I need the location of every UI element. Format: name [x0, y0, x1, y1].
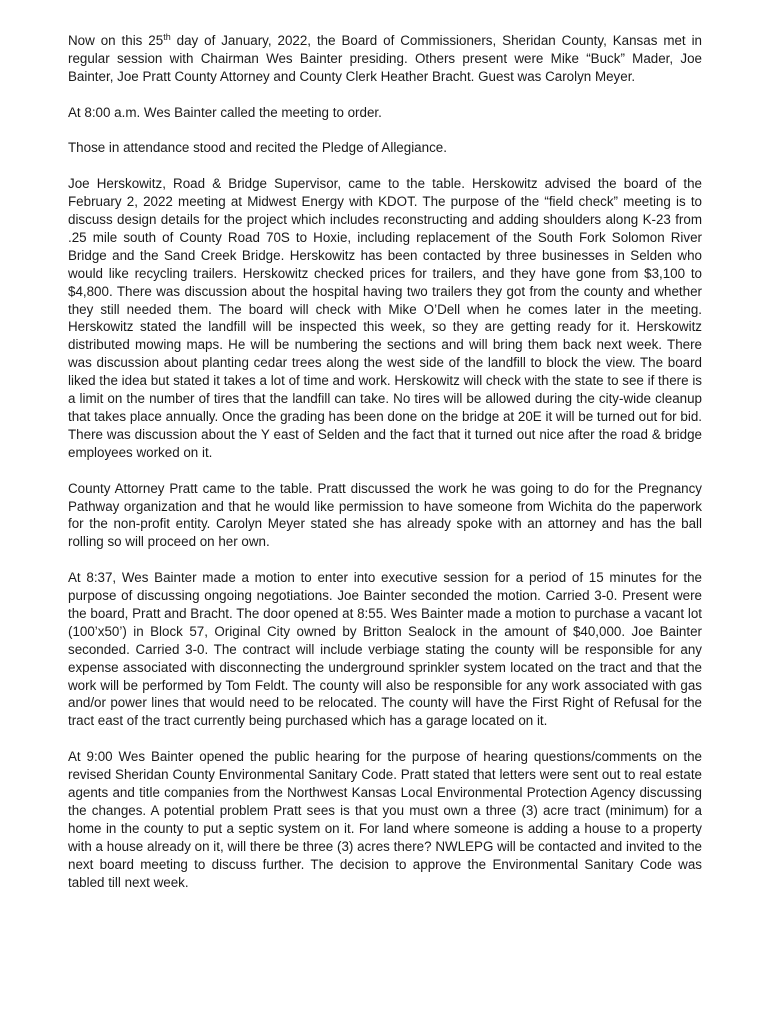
road-bridge-paragraph: Joe Herskowitz, Road & Bridge Supervisor, came to the table. Herskowitz advised the board of the February 2, 2022 meeting at Midwest Energy with KDOT. The purpose of the “field check” meeting is to discuss design details for the project which includes reconstructing and adding shoulders along K-23 from .25 mile south of County Road 70S to Hoxie, including replacement of the South Fork Solomon River Bridge and the Sand Creek Bridge. Herskowitz has been contacted by three businesses in Selden who would like recycling trailers. Herskowitz checked prices for trailers, and they have gone from $3,100 to $4,800. There was discussion about the hospital having two trailers they got from the county and whether they still needed them. The board will check with Mike O’Dell when he comes later in the meeting. Herskowitz stated the landfill will be inspected this week, so they are getting ready for it. Herskowitz distributed mowing maps. He will be numbering the sections and will bring them back next week. There was discussion about planting cedar trees along the west side of the landfill to block the view. The board liked the idea but stated it takes a lot of time and work. Herskowitz will check with the state to see if there is a limit on the number of tires that the landfill can take. No tires will be allowed during the city-wide cleanup that takes place annually. Once the grading has been done on the bridge at 20E it will be turned out for bid. There was discussion about the Y east of Selden and the fact that it turned out nice after the road & bridge employees worked on it. [68, 176, 702, 460]
date-ordinal-suffix: th [163, 32, 171, 42]
call-to-order-paragraph: At 8:00 a.m. Wes Bainter called the meeting to order. [68, 104, 382, 120]
county-attorney-paragraph: County Attorney Pratt came to the table. Pratt discussed the work he was going to do for the Pregnancy Pathway organization and that he would like permission to have someone from Wichita do the paperwork for the non-profit entity. Carolyn Meyer stated she has already spoke with an attorney and has the ball rolling so will proceed on her own. [68, 480, 702, 550]
intro-text-rest: day of January, 2022, the Board of Commissioners, Sheridan County, Kansas met in regular session with Chairman Wes Bainter presiding. Others present were Mike “Buck” Mader, Joe Bainter, Joe Pratt County Attorney and County Clerk Heather Bracht. Guest was Carolyn Meyer. [68, 33, 702, 84]
pledge-paragraph: Those in attendance stood and recited the Pledge of Allegiance. [68, 140, 447, 156]
executive-session-paragraph: At 8:37, Wes Bainter made a motion to enter into executive session for a period of 15 minutes for the purpose of discussing ongoing negotiations. Joe Bainter seconded the motion. Carried 3-0. Present were the board, Pratt and Bracht. The door opened at 8:55. Wes Bainter made a motion to purchase a vacant lot (100’x50’) in Block 57, Original City owned by Britton Sealock in the amount of $40,000. Joe Bainter seconded. Carried 3-0. The contract will include verbiage stating the county will be responsible for any expense associated with disconnecting the underground sprinkler system located on the tract and that the work will be performed by Tom Feldt. The county will also be responsible for any work associated with gas and/or power lines that would need to be relocated. The county will have the First Right of Refusal for the tract east of the tract currently being purchased which has a garage located on it. [68, 570, 702, 729]
intro-text-start: Now on this 25 [68, 33, 164, 48]
minutes-document [68, 32, 702, 909]
public-hearing-paragraph: At 9:00 Wes Bainter opened the public hearing for the purpose of hearing questions/comments on the revised Sheridan County Environmental Sanitary Code. Pratt stated that letters were sent out to real estate agents and title companies from the Northwest Kansas Local Environmental Protection Agency discussing the changes. A potential problem Pratt sees is that you must own a three (3) acre tract (minimum) for a home in the county to put a septic system on it. For land where someone is adding a house to a property with a house already on it, will there be three (3) acres there? NWLEPG will be contacted and invited to the next board meeting to discuss further. The decision to approve the Environmental Sanitary Code was tabled till next week. [68, 749, 702, 890]
intro-paragraph [68, 32, 702, 86]
